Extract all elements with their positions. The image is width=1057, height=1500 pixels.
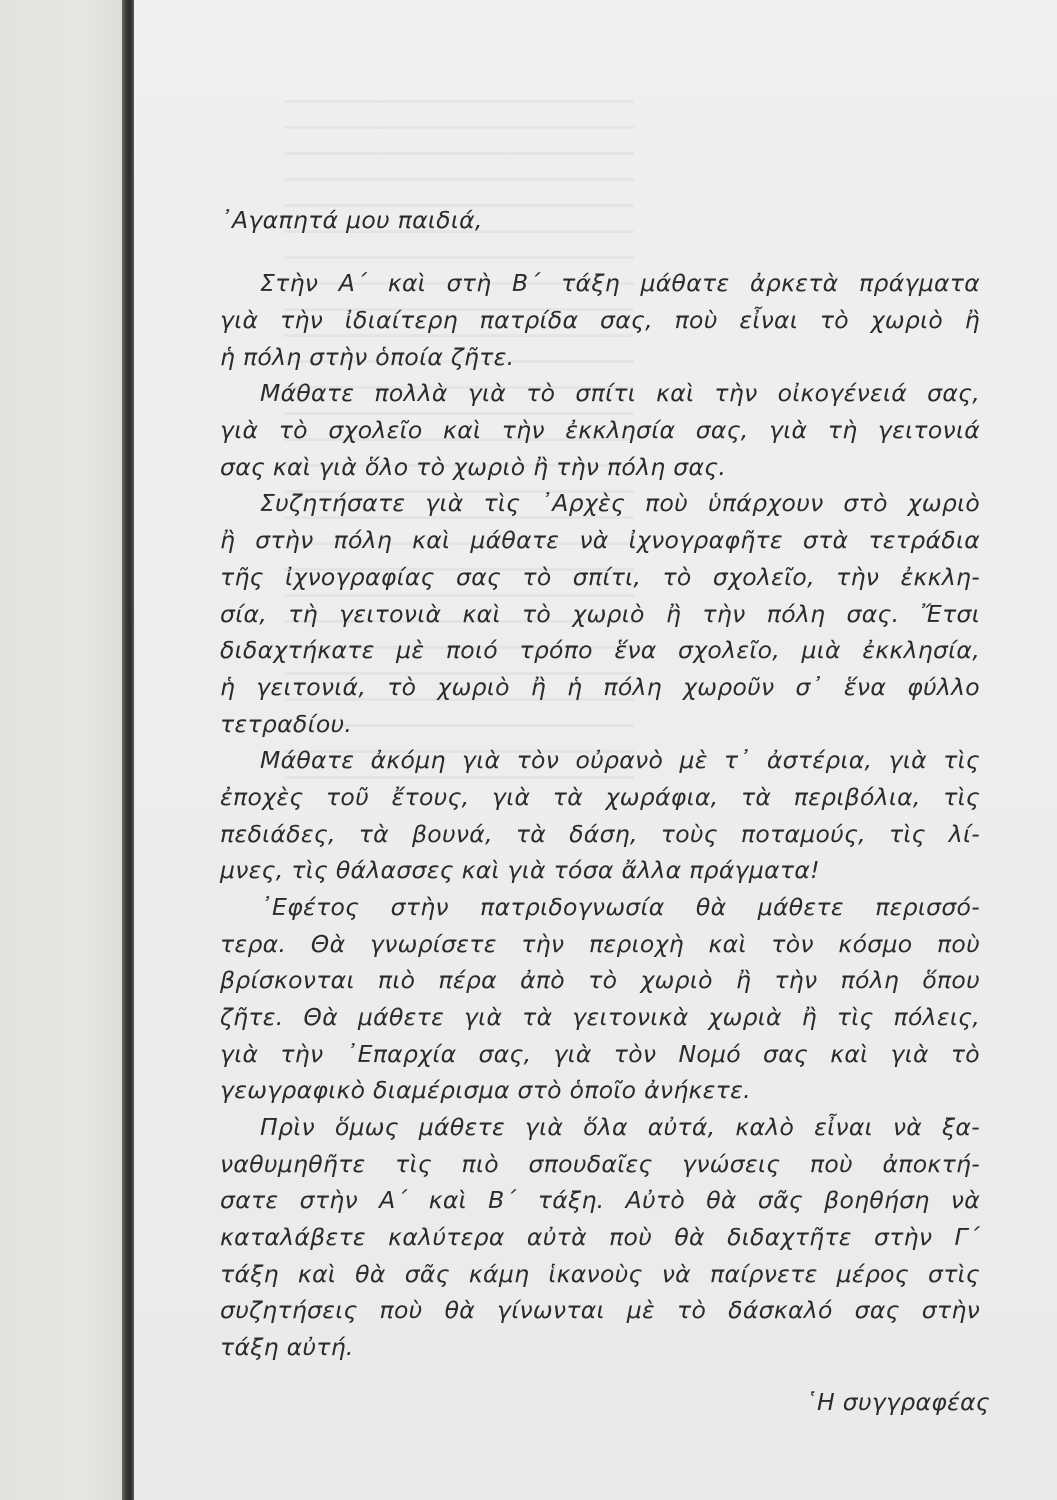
letter-signature: ῾Η συγγραφέας [805, 1388, 990, 1416]
letter-greeting: ᾿Αγαπητά μου παιδιά, [220, 206, 483, 234]
letter-line: τάξη καὶ θὰ σᾶς κάμη ἱκανοὺς νὰ παίρνετε μέρος στὶς [220, 1260, 980, 1288]
letter-line: Συζητήσατε γιὰ τὶς ᾿Αρχὲς ποὺ ὑπάρχουν στὸ χωριὸ [260, 489, 980, 517]
book-spine [122, 0, 134, 1500]
letter-line: ἐποχὲς τοῦ ἔτους, γιὰ τὰ χωράφια, τὰ περιβόλια, τὶς [220, 783, 980, 811]
letter-line: βρίσκονται πιὸ πέρα ἀπὸ τὸ χωριὸ ἢ τὴν πόλη ὅπου [220, 966, 980, 994]
letter-line: πεδιάδες, τὰ βουνά, τὰ δάση, τοὺς ποταμούς, τὶς λί- [220, 820, 980, 848]
letter-line: τάξη αὐτή. [220, 1333, 354, 1361]
letter-line: γιὰ τὴν ᾿Επαρχία σας, γιὰ τὸν Νομό σας καὶ γιὰ τὸ [220, 1040, 980, 1068]
letter-line: γεωγραφικὸ διαμέρισμα στὸ ὁποῖο ἀνήκετε. [220, 1076, 751, 1104]
letter-line: γιὰ τὴν ἰδιαίτερη πατρίδα σας, ποὺ εἶναι τὸ χωριὸ ἢ [220, 306, 980, 334]
letter-line: σας καὶ γιὰ ὅλο τὸ χωριὸ ἢ τὴν πόλη σας. [220, 453, 727, 481]
letter-line: τῆς ἰχνογραφίας σας τὸ σπίτι, τὸ σχολεῖο, τὴν ἐκκλη- [220, 563, 980, 591]
letter-line: ἡ γειτονιά, τὸ χωριὸ ἢ ἡ πόλη χωροῦν σ᾿ ἕνα φύλλο [220, 673, 980, 701]
letter-line: συζητήσεις ποὺ θὰ γίνωνται μὲ τὸ δάσκαλό σας στὴν [220, 1296, 980, 1324]
letter-line: Μάθατε πολλὰ γιὰ τὸ σπίτι καὶ τὴν οἰκογένειά σας, [260, 379, 980, 407]
page-margin-left [0, 0, 122, 1500]
letter-line: ἡ πόλη στὴν ὁποία ζῆτε. [220, 343, 515, 371]
letter-line: μνες, τὶς θάλασσες καὶ γιὰ τόσα ἄλλα πράγματα! [220, 856, 820, 884]
letter-line: διδαχτήκατε μὲ ποιό τρόπο ἕνα σχολεῖο, μιὰ ἐκκλησία, [220, 636, 980, 664]
letter-line: Μάθατε ἀκόμη γιὰ τὸν οὐρανὸ μὲ τ᾿ ἀστέρια, γιὰ τὶς [260, 746, 980, 774]
letter-line: σία, τὴ γειτονιὰ καὶ τὸ χωριὸ ἢ τὴν πόλη σας. Ἔτσι [220, 600, 980, 628]
letter-line: γιὰ τὸ σχολεῖο καὶ τὴν ἐκκλησία σας, γιὰ τὴ γειτονιά [220, 416, 980, 444]
letter-line: ἢ στὴν πόλη καὶ μάθατε νὰ ἰχνογραφῆτε στὰ τετράδια [220, 526, 980, 554]
letter-line: Πρὶν ὅμως μάθετε γιὰ ὅλα αὐτά, καλὸ εἶναι νὰ ξα- [260, 1113, 980, 1141]
letter-line: τετραδίου. [220, 710, 353, 738]
letter-line: σατε στὴν Α΄ καὶ Β΄ τάξη. Αὐτὸ θὰ σᾶς βοηθήση νὰ [220, 1186, 980, 1214]
letter-line: καταλάβετε καλύτερα αὐτὰ ποὺ θὰ διδαχτῆτε στὴν Γ΄ [220, 1223, 980, 1251]
letter-line: ζῆτε. Θὰ μάθετε γιὰ τὰ γειτονικὰ χωριὰ ἢ τὶς πόλεις, [220, 1003, 980, 1031]
letter-line: ᾿Εφέτος στὴν πατριδογνωσία θὰ μάθετε περισσό- [260, 893, 980, 921]
letter-line: Στὴν Α΄ καὶ στὴ Β΄ τάξη μάθατε ἀρκετὰ πράγματα [260, 269, 980, 297]
letter-line: ναθυμηθῆτε τὶς πιὸ σπουδαῖες γνώσεις ποὺ ἀποκτή- [220, 1150, 980, 1178]
letter-line: τερα. Θὰ γνωρίσετε τὴν περιοχὴ καὶ τὸν κόσμο ποὺ [220, 930, 980, 958]
